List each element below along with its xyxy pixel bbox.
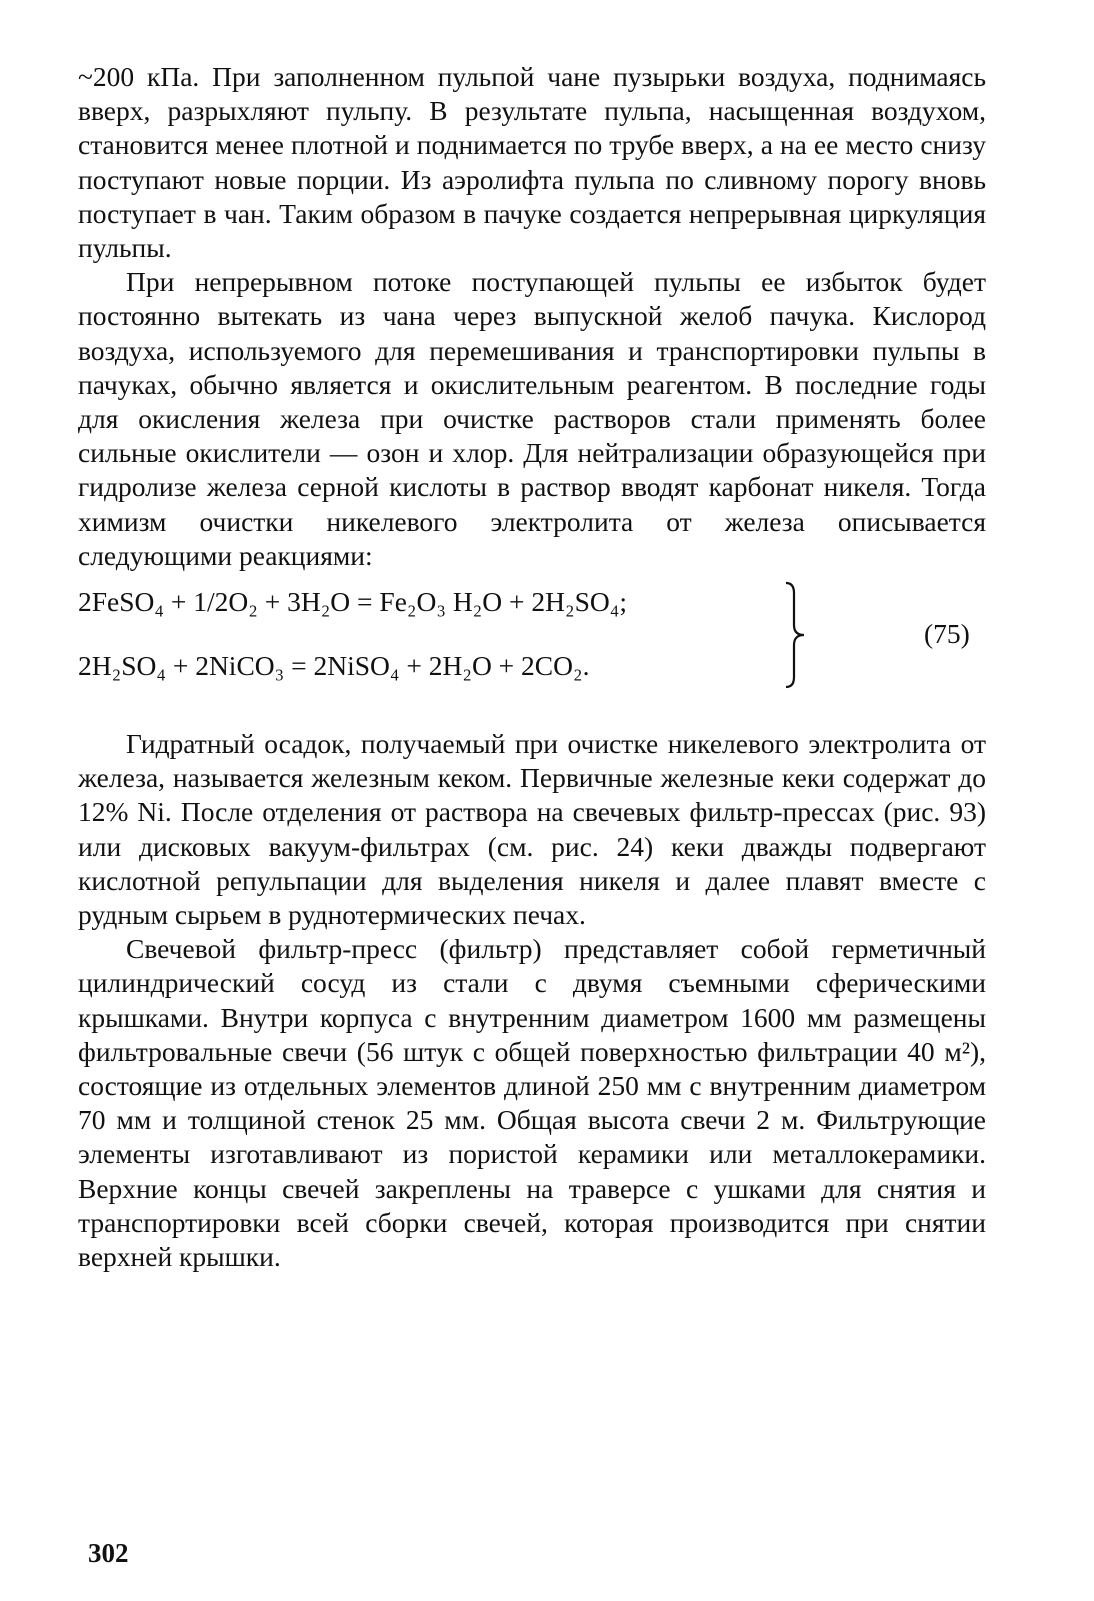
paragraph-3: Гидратный осадок, получаемый при очистке никелевого электролита от железа, называется железным кеком. Первичные железные кеки содержат до 12% Ni. После отделения от раствора на свечевых фильтр-прессах (рис. 93) или дисковых вакуум-фильтрах (см. рис. 24) кеки дважды подвергают кислотной репульпации для выделения никеля и далее плавят вместе с рудным сырьем в руднотермических печах. [78, 728, 986, 931]
right-brace-icon [782, 581, 812, 689]
paragraph-1: ~200 кПа. При заполненном пульпой чане пузырьки воздуха, поднимаясь вверх, разрыхляют пульпу. В результате пульпа, насыщенная воздухом, становится менее плотной и поднимается по трубе вверх, а на ее место снизу поступают новые порции. Из аэролифта пульпа по сливному порогу вновь поступает в чан. Таким образом в пачуке создается непрерывная циркуляция пульпы. [78, 61, 986, 264]
page-body [78, 60, 986, 1274]
page-number: 302 [88, 1538, 129, 1568]
equation-1: 2FeSO₄ + 1/2O₂ + 3H₂O = Fe₂O₃ H₂O + 2H₂SO₄; [78, 586, 627, 618]
paragraph-4: Свечевой фильтр-пресс (фильтр) представляет собой герметичный цилиндрический сосуд из стали с двумя съемными сферическими крышками. Внутри корпуса с внутренним диаметром 1600 мм размещены фильтровальные свечи (56 штук с общей поверхностью фильтрации 40 м²), состоящие из отдельных элементов длиной 250 мм с внутренним диаметром 70 мм и толщиной стенок 25 мм. Общая высота свечи 2 м. Фильтрующие элементы изготавливают из пористой керамики или металлокерамики. Верхние концы свечей закреплены на траверсе с ушками для снятия и транспортировки всей сборки свечей, которая производится при снятии верхней крышки. [78, 933, 986, 1273]
paragraph-2: При непрерывном потоке поступающей пульпы ее избыток будет постоянно вытекать из чана через выпускной желоб пачука. Кислород воздуха, используемого для перемешивания и транспортировки пульпы в пачуках, обычно является и окислительным реагентом. В последние годы для окисления железа при очистке растворов стали применять более сильные окислители — озон и хлор. Для нейтрализации образующейся при гидролизе железа серной кислоты в раствор вводят карбонат никеля. Тогда химизм очистки никелевого электролита от железа описывается следующими реакциями: [78, 266, 986, 571]
equation-2: 2H₂SO₄ + 2NiCO₃ = 2NiSO₄ + 2H₂O + 2CO₂. [78, 650, 590, 682]
equation-number: (75) [924, 618, 970, 650]
equation-block [78, 577, 986, 727]
